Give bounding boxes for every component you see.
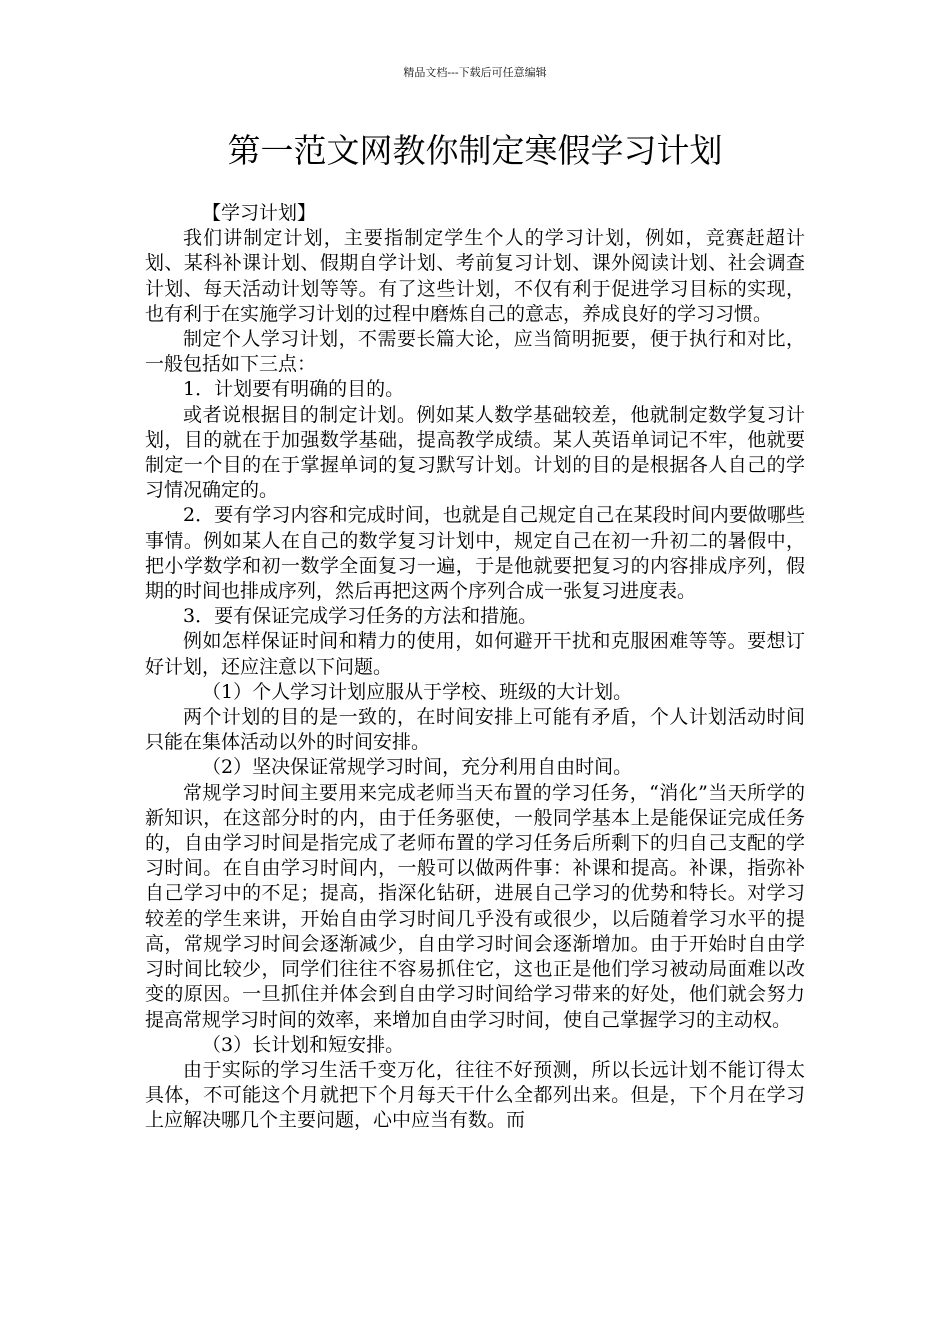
sub-item-2-heading: （2）坚决保证常规学习时间，充分利用自由时间。 [202,756,633,779]
sub-item-1-heading: （1）个人学习计划应服从于学校、班级的大计划。 [202,680,633,703]
sub-item-2-body: 常规学习时间主要用来完成老师当天布置的学习任务，“消化”当天所学的新知识，在这部分时的内，由于任务驱使，一般同学基本上是能保证完成任务的，自由学习时间是指完成了老师布置的学习任务后所剩下的归自己支配的学习时间。在自由学习时间内，一般可以做两件事：补课和提高。补课，指弥补自己学习中的不足；提高，指深化钻研，进展自己学习的优势和特长。对学习较差的学生来讲，开始自由学习时间几乎没有或很少，以后随着学习水平的提高，常规学习时间会逐渐减少，自由学习时间会逐渐增加。由于开始时自由学习时间比较少，同学们往往不容易抓住它，这也正是他们学习被动局面难以改变的原因。一旦抓住并体会到自由学习时间给学习带来的好处，他们就会努力提高常规学习时间的效率，来增加自由学习时间，使自己掌握学习的主动权。 [145,781,805,1031]
sub-item-3-body: 由于实际的学习生活千变万化，往往不好预测，所以长远计划不能订得太具体，不可能这个月就把下个月每天干什么全都列出来。但是，下个月在学习上应解决哪几个主要问题，心中应当有数。而 [145,1058,805,1132]
point-1-heading: 1．计划要有明确的目的。 [183,378,405,401]
point-3-body: 例如怎样保证时间和精力的使用，如何避开干扰和克服困难等等。要想订好计划，还应注意以下问题。 [145,630,805,678]
document-body [145,201,805,1134]
paragraph-overview: 制定个人学习计划，不需要长篇大论，应当简明扼要，便于执行和对比，一般包括如下三点： [145,328,805,376]
document-title: 第一范文网教你制定寒假学习计划 [227,131,723,170]
sub-item-3-heading: （3）长计划和短安排。 [202,1033,405,1056]
paragraph-intro: 我们讲制定计划，主要指制定学生个人的学习计划，例如，竞赛赶超计划、某科补课计划、假期自学计划、考前复习计划、课外阅读计划、社会调查计划、每天活动计划等等。有了这些计划，不仅有利于促进学习目标的实现，也有利于在实施学习计划的过程中磨炼自己的意志，养成良好的学习习惯。 [145,227,805,325]
point-3-heading: 3．要有保证完成学习任务的方法和措施。 [183,605,538,628]
page-header: 精品文档---下载后可任意编辑 [403,66,547,79]
point-1-body: 或者说根据目的制定计划。例如某人数学基础较差，他就制定数学复习计划，目的就在于加强数学基础，提高教学成绩。某人英语单词记不牢，他就要制定一个目的在于掌握单词的复习默写计划。计划的目的是根据各人自己的学习情况确定的。 [145,403,805,502]
point-2: 2．要有学习内容和完成时间，也就是自己规定自己在某段时间内要做哪些事情。例如某人在自己的数学复习计划中，规定自己在初一升初二的暑假中，把小学数学和初一数学全面复习一遍，于是他就要把复习的内容排成序列，假期的时间也排成序列，然后再把这两个序列合成一张复习进度表。 [145,504,805,603]
sub-item-1-body: 两个计划的目的是一致的，在时间安排上可能有矛盾，个人计划活动时间只能在集体活动以外的时间安排。 [145,706,805,754]
section-label: 【学习计划】 [202,202,317,224]
